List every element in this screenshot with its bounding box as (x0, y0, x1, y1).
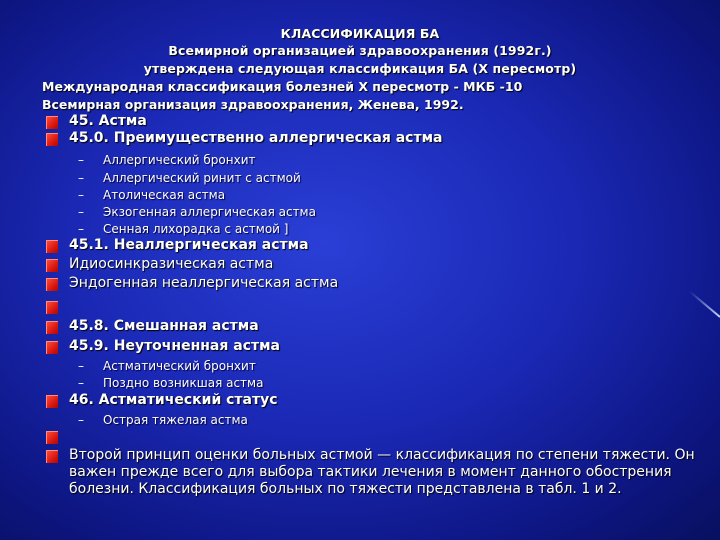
sub-list-item: Аллергический ринит с астмой (103, 171, 301, 185)
sub-list-item: Поздно возникшая астма (103, 376, 264, 390)
dash-icon: – (78, 188, 84, 202)
list-item: 45. Астма (69, 113, 147, 129)
title-subline-2: утверждена следующая классификация БА (X пересмотр) (143, 61, 577, 76)
list-item: 45.8. Смешанная астма (69, 318, 259, 334)
sub-list-item: Экзогенная аллергическая астма (103, 205, 316, 219)
bullet-square-icon (46, 321, 58, 334)
decorative-line (689, 291, 720, 318)
list-item: 45.0. Преимущественно аллергическая астма (69, 130, 443, 146)
dash-icon: – (78, 153, 84, 167)
slide-title: КЛАССИФИКАЦИЯ БА (280, 26, 440, 41)
bullet-square-icon (46, 259, 58, 272)
bullet-square-icon (46, 431, 58, 444)
bullet-square-icon (46, 341, 58, 354)
bullet-square-icon (46, 450, 58, 463)
bullet-square-icon (46, 240, 58, 253)
bullet-square-icon (46, 301, 58, 314)
dash-icon: – (78, 413, 84, 427)
list-item: 45.9. Неуточненная астма (69, 338, 280, 354)
dash-icon: – (78, 222, 84, 236)
list-item: Эндогенная неаллергическая астма (69, 275, 339, 291)
bullet-square-icon (46, 395, 58, 408)
list-item: Идиосинкразическая астма (69, 256, 274, 272)
dash-icon: – (78, 205, 84, 219)
dash-icon: – (78, 359, 84, 373)
dash-icon: – (78, 376, 84, 390)
source-line-1: Международная классификация болезней X пересмотр - МКБ -10 (42, 79, 523, 94)
sub-list-item: Аллергический бронхит (103, 153, 256, 167)
sub-list-item: Атолическая астма (103, 188, 226, 202)
list-item: 46. Астматический статус (69, 392, 278, 408)
paragraph-text: Второй принцип оценки больных астмой — классификация по степени тяжести. Он важен прежде всего для выбора тактики лечения в момент данного обострения болезни. Классификация больных по тяжести представлена в табл. 1 и 2. (69, 447, 695, 497)
source-line-2: Всемирная организация здравоохранения, Женева, 1992. (42, 97, 464, 112)
sub-list-item: Сенная лихорадка с астмой ] (103, 222, 289, 236)
dash-icon: – (78, 171, 84, 185)
sub-list-item: Острая тяжелая астма (103, 413, 248, 427)
bullet-square-icon (46, 133, 58, 146)
list-item: 45.1. Неаллергическая астма (69, 237, 309, 253)
sub-list-item: Астматический бронхит (103, 359, 256, 373)
title-subline-1: Всемирной организацией здравоохранения (1992г.) (168, 43, 552, 58)
bullet-square-icon (46, 116, 58, 129)
bullet-square-icon (46, 278, 58, 291)
